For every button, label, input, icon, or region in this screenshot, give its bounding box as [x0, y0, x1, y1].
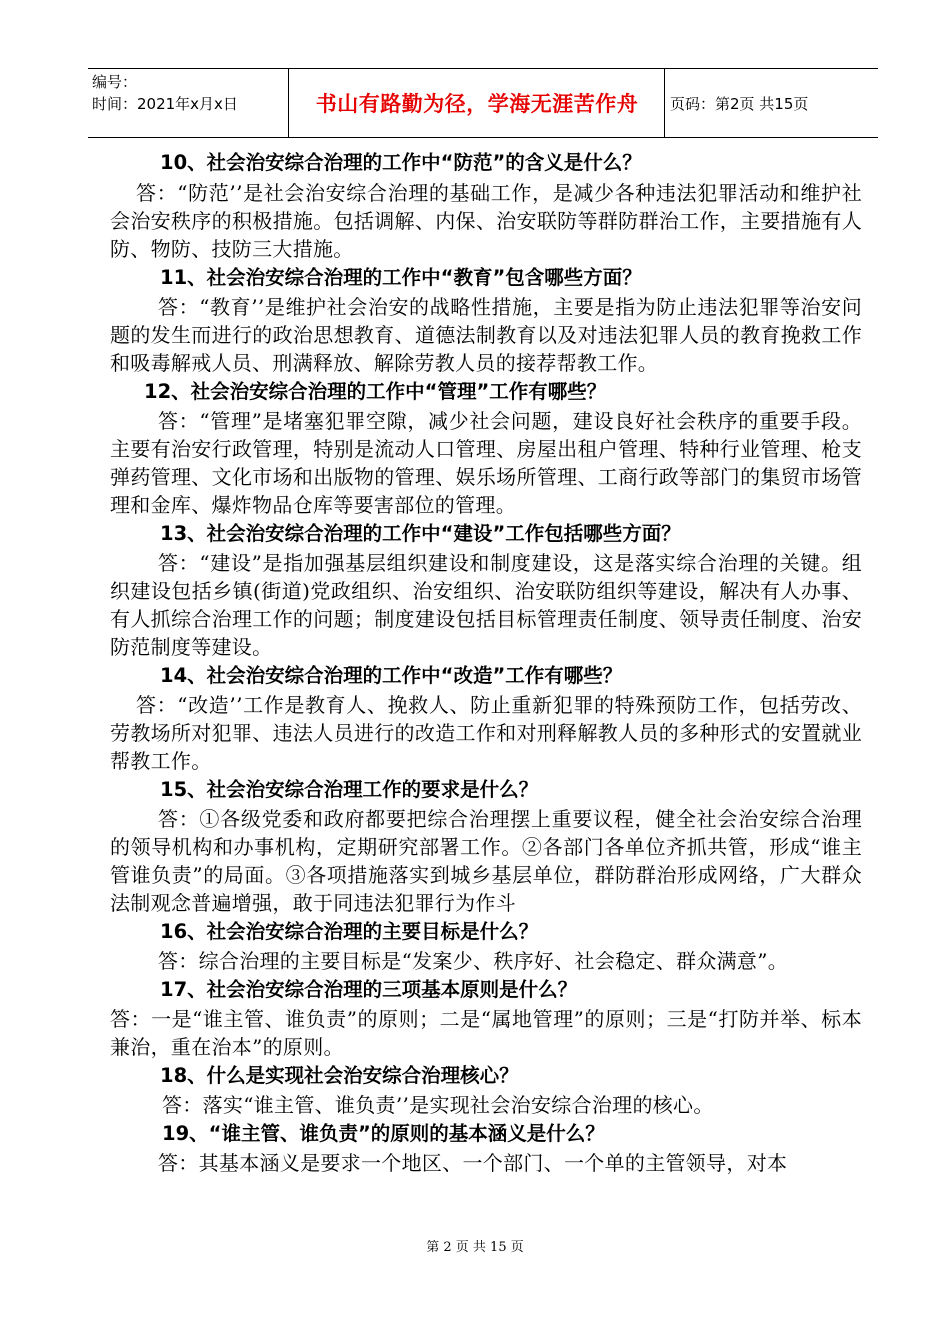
answer-text: 答：落实“谁主管、谁负责’’是实现社会治安综合治理的核心。: [162, 1093, 714, 1117]
qa-item: [110, 1061, 862, 1119]
header-divider: [664, 69, 665, 137]
header-motto: 书山有路勤为径，学海无涯苦作舟: [315, 92, 639, 116]
qa-item: [110, 1119, 862, 1177]
answer-text: 答：其基本涵义是要求一个地区、一个部门、一个单的主管领导，对本: [158, 1151, 788, 1175]
qa-item: [110, 377, 862, 519]
answer-text: 答：“管理”是堵塞犯罪空隙，减少社会问题，建设良好社会秩序的重要手段。主要有治安行政管理，特别是流动人口管理、房屋出租户管理、特种行业管理、枪支弹药管理、文化市场和出版物的管理、娱乐场所管理、工商行政等部门的集贸市场管理和金库、爆炸物品仓库等要害部位的管理。: [110, 409, 862, 517]
qa-item: [110, 975, 862, 1061]
document-time-label: 时间：2021年x月x日: [92, 95, 238, 113]
question-heading: 14、社会治安综合治理的工作中“改造”工作有哪些？: [160, 664, 623, 687]
qa-item: [110, 519, 862, 661]
question-heading: 18、什么是实现社会治安综合治理核心？: [160, 1064, 519, 1087]
qa-item: [110, 661, 862, 775]
answer-text: 答：一是“谁主管、谁负责”的原则；二是“属地管理”的原则；三是“打防并举、标本兼治，重在治本”的原则。: [110, 1007, 862, 1059]
question-heading: 10、社会治安综合治理的工作中“防范”的含义是什么？: [160, 151, 642, 174]
header-meta: [92, 71, 288, 115]
question-heading: 11、社会治安综合治理的工作中“教育”包含哪些方面？: [160, 266, 642, 289]
document-body: [110, 148, 862, 1177]
page-header: [88, 68, 878, 138]
answer-text: 答：“教育’’是维护社会治安的战略性措施，主要是指为防止违法犯罪等治安问题的发生而进行的政治思想教育、道德法制教育以及对违法犯罪人员的教育挽救工作和吸毒解戒人员、刑满释放、解除劳教人员的接荐帮教工作。: [110, 295, 862, 375]
answer-text: 答：综合治理的主要目标是“发案少、秩序好、社会稳定、群众满意”。: [158, 949, 789, 973]
answer-text: 答：“建设”是指加强基层组织建设和制度建设，这是落实综合治理的关键。组织建设包括乡镇(街道)党政组织、治安组织、治安联防组织等建设，解决有人办事、有人抓综合治理工作的问题；制度建设包括目标管理责任制度、领导责任制度、治安防范制度等建设。: [110, 551, 862, 659]
question-heading: 17、社会治安综合治理的三项基本原则是什么？: [160, 978, 578, 1001]
header-page-info: 页码：第2页 共15页: [670, 94, 809, 113]
answer-text: 答：①各级党委和政府都要把综合治理摆上重要议程，健全社会治安综合治理的领导机构和办事机构，定期研究部署工作。②各部门各单位齐抓共管，形成“谁主管谁负责”的局面。③各项措施落实到城乡基层单位，群防群治形成网络，广大群众法制观念普遍增强，敢于同违法犯罪行为作斗: [110, 807, 862, 915]
page-footer: 第 2 页 共 15 页: [426, 1240, 524, 1255]
answer-text: 答：“防范’’是社会治安综合治理的基础工作，是减少各种违法犯罪活动和维护社会治安秩序的积极措施。包括调解、内保、治安联防等群防群治工作，主要措施有人防、物防、技防三大措施。: [110, 181, 862, 261]
question-heading: 15、社会治安综合治理工作的要求是什么？: [160, 778, 539, 801]
question-heading: 12、社会治安综合治理的工作中“管理”工作有哪些？: [144, 380, 607, 403]
question-heading: 16、社会治安综合治理的主要目标是什么？: [160, 920, 539, 943]
qa-item: [110, 775, 862, 917]
question-heading: 19、“谁主管、谁负责”的原则的基本涵义是什么？: [162, 1122, 605, 1145]
qa-item: [110, 917, 862, 975]
answer-text: 答：“改造’’工作是教育人、挽救人、防止重新犯罪的特殊预防工作，包括劳改、劳教场所对犯罪、违法人员进行的改造工作和对刑释解教人员的多种形式的安置就业帮教工作。: [110, 693, 862, 773]
question-heading: 13、社会治安综合治理的工作中“建设”工作包括哪些方面？: [160, 522, 681, 545]
qa-item: [110, 148, 862, 263]
header-divider: [288, 69, 289, 137]
qa-item: [110, 263, 862, 377]
document-number-label: 编号：: [92, 73, 138, 91]
